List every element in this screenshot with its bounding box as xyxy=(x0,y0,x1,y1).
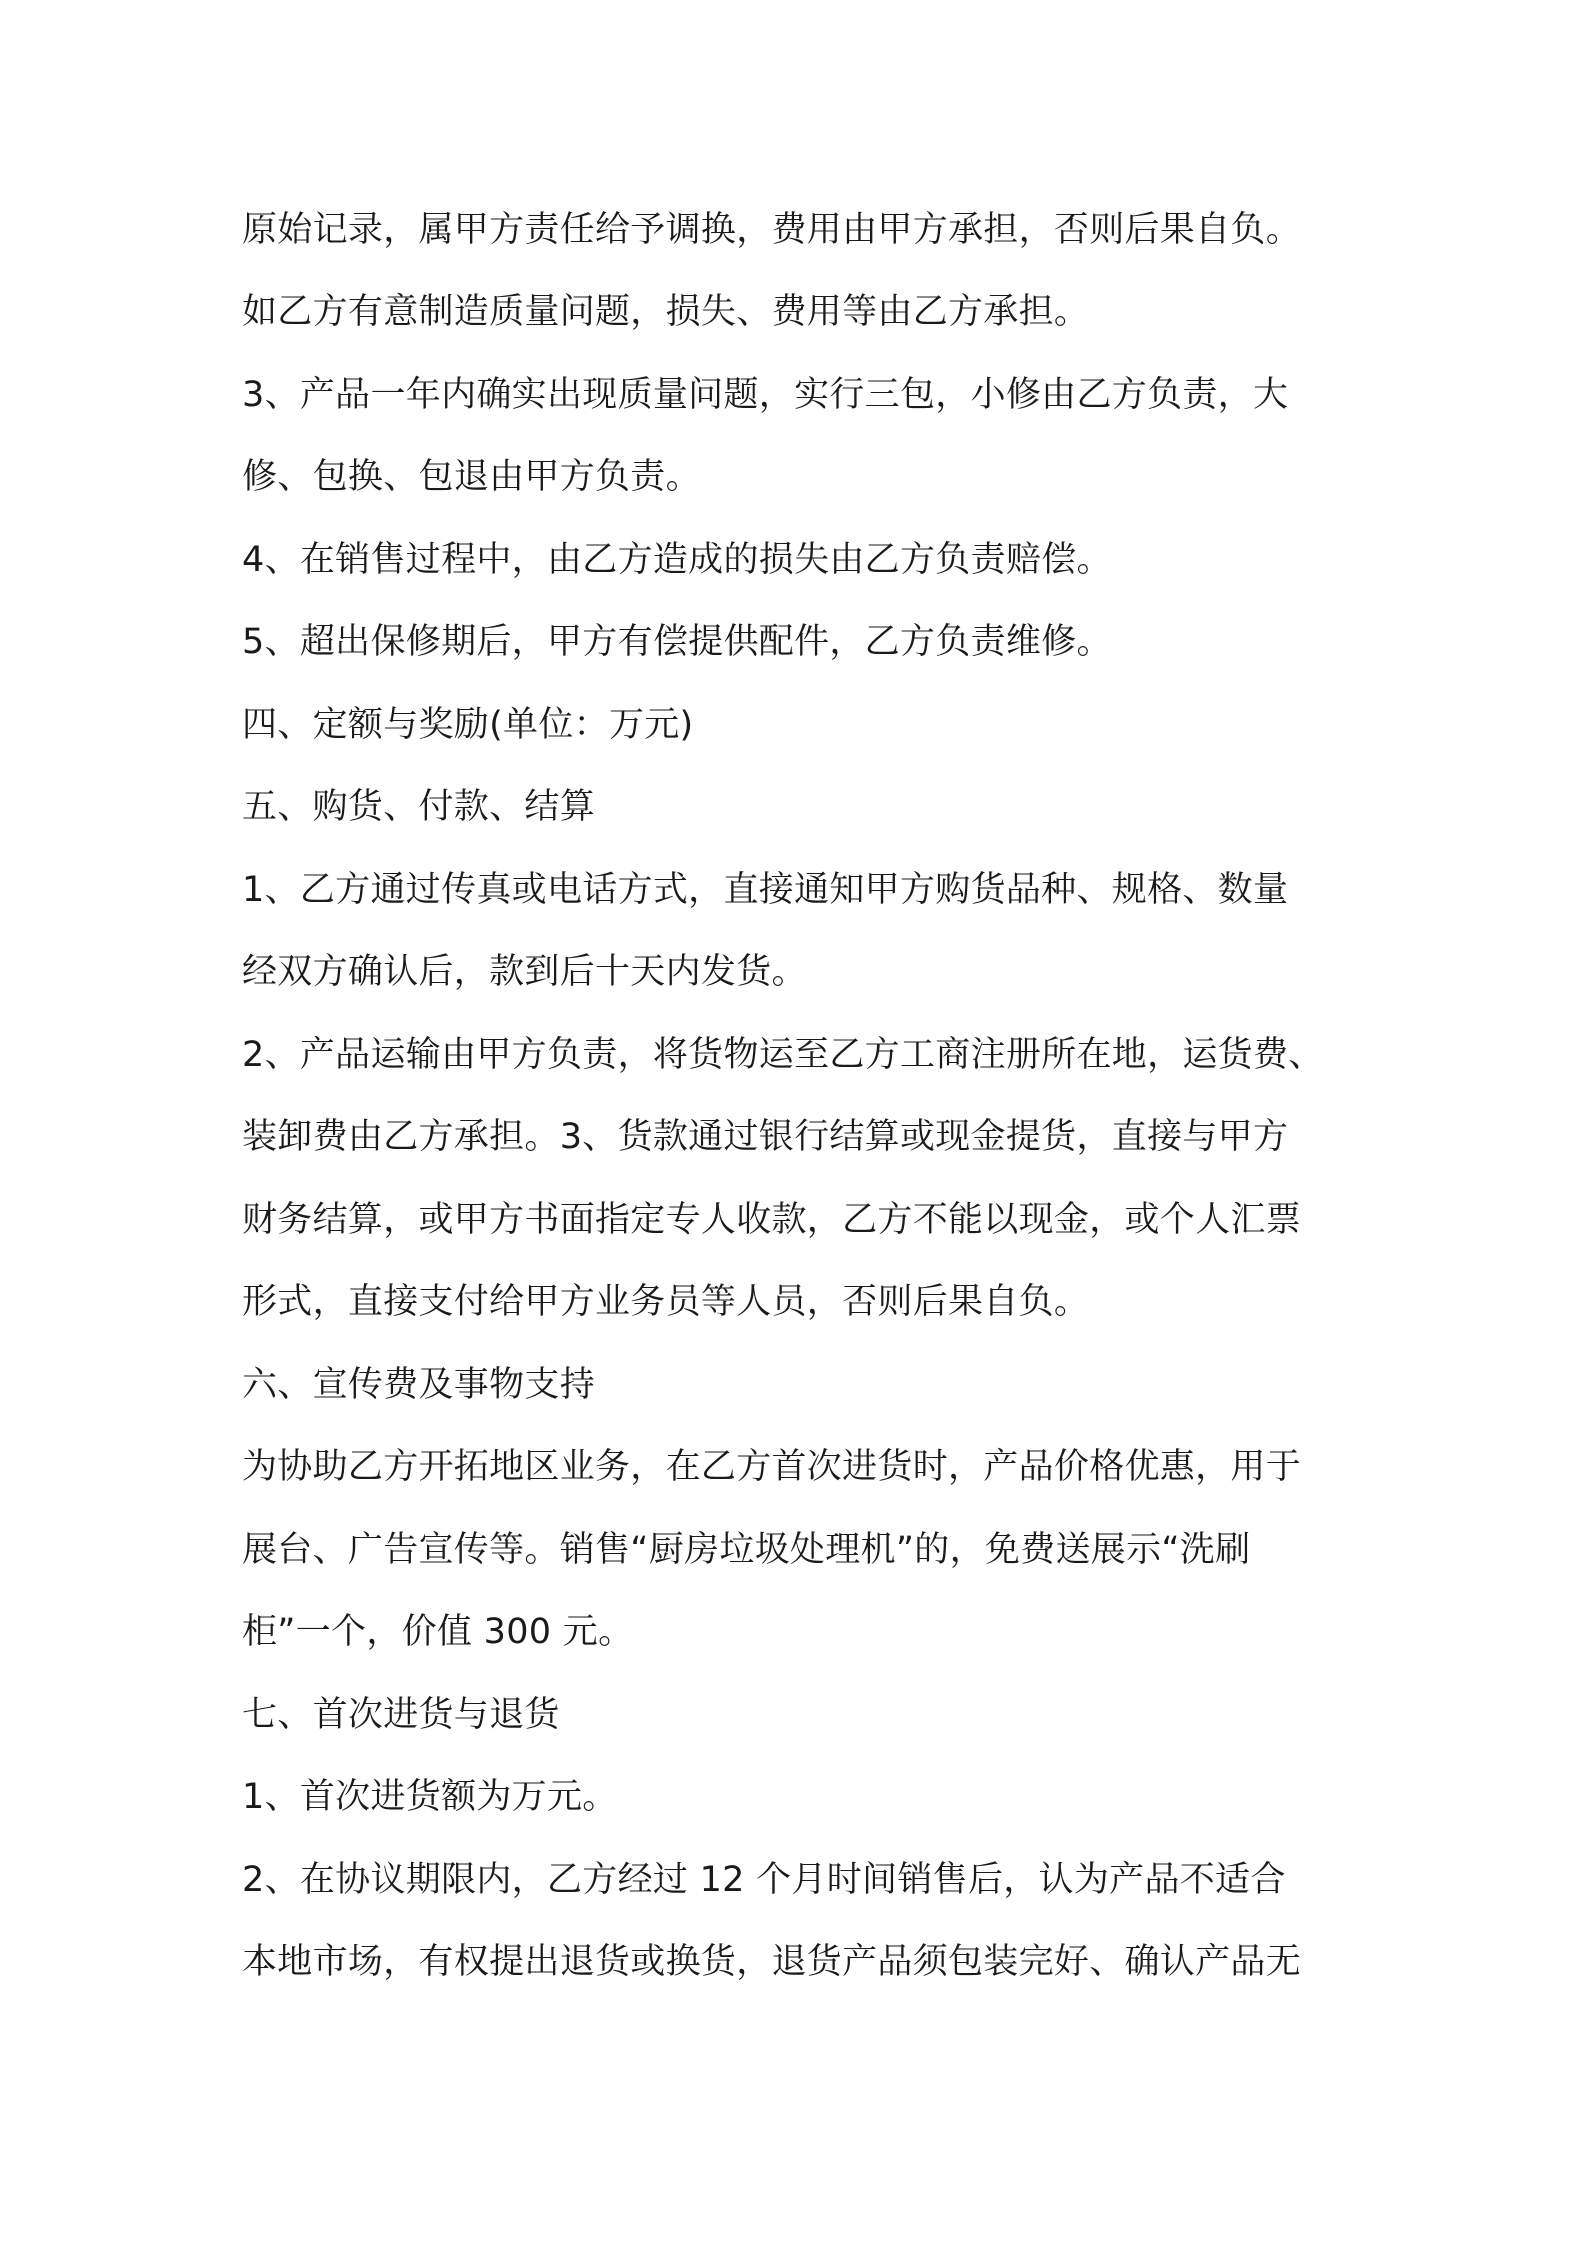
text-line: 为协助乙方开拓地区业务，在乙方首次进货时，产品价格优惠，用于 xyxy=(242,1447,1302,1487)
text-line: 财务结算，或甲方书面指定专人收款，乙方不能以现金，或个人汇票 xyxy=(242,1200,1302,1240)
text-line: 展台、广告宣传等。销售“厨房垃圾处理机”的，免费送展示“洗刷 xyxy=(242,1530,1251,1570)
text-line: 原始记录，属甲方责任给予调换，费用由甲方承担，否则后果自负。 xyxy=(242,210,1302,250)
text-line: 本地市场，有权提出退货或换货，退货产品须包装完好、确认产品无 xyxy=(242,1942,1302,1982)
section-heading: 六、宣传费及事物支持 xyxy=(242,1365,596,1405)
text-line: 如乙方有意制造质量问题，损失、费用等由乙方承担。 xyxy=(242,292,1090,332)
text-line: 2、在协议期限内，乙方经过 12 个月时间销售后，认为产品不适合 xyxy=(242,1860,1286,1900)
text-line: 1、乙方通过传真或电话方式，直接通知甲方购货品种、规格、数量 xyxy=(242,870,1289,910)
text-line: 4、在销售过程中，由乙方造成的损失由乙方负责赔偿。 xyxy=(242,540,1112,580)
text-line: 3、产品一年内确实出现质量问题，实行三包，小修由乙方负责，大 xyxy=(242,375,1289,415)
text-line: 1、首次进货额为万元。 xyxy=(242,1777,618,1817)
text-line: 5、超出保修期后，甲方有偿提供配件，乙方负责维修。 xyxy=(242,622,1112,662)
text-line: 修、包换、包退由甲方负责。 xyxy=(242,457,701,497)
section-heading: 七、首次进货与退货 xyxy=(242,1695,560,1735)
section-heading: 四、定额与奖励(单位：万元) xyxy=(242,705,694,745)
text-line: 2、产品运输由甲方负责，将货物运至乙方工商注册所在地，运货费、 xyxy=(242,1035,1324,1075)
section-heading: 五、购货、付款、结算 xyxy=(242,787,596,827)
text-line: 经双方确认后，款到后十天内发货。 xyxy=(242,952,807,992)
text-line: 形式，直接支付给甲方业务员等人员，否则后果自负。 xyxy=(242,1282,1090,1322)
text-line: 柜”一个，价值 300 元。 xyxy=(242,1612,634,1652)
text-line: 装卸费由乙方承担。3、货款通过银行结算或现金提货，直接与甲方 xyxy=(242,1117,1289,1157)
